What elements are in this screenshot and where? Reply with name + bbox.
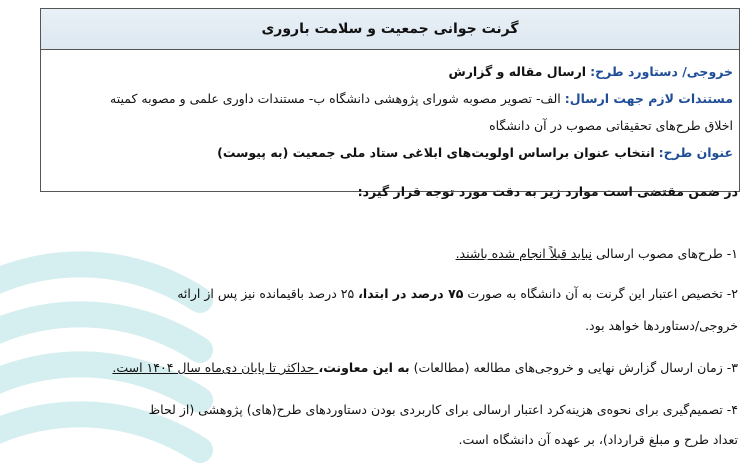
- title-value: انتخاب عنوان براساس اولویت‌های ابلاغی ستاد ملی جمعیت (به پیوست): [217, 145, 655, 160]
- output-row: [47, 58, 733, 85]
- note-3-bold: به این معاونت،: [318, 360, 410, 375]
- docs-value-line2: اخلاق طرح‌های تحقیقاتی مصوب در آن دانشگاه: [489, 118, 733, 133]
- note-item-4: ۴- تصمیم‌گیری برای نحوه‌ی هزینه‌کرد اعتبار ارسالی برای کاربردی بودن دستاوردهای طرح(های) پژوهشی (از لحاظ: [148, 402, 738, 417]
- note-item-3: [22, 360, 738, 375]
- note-2-text-a: ۲- تخصیص اعتبار این گرنت به آن دانشگاه به صورت: [463, 286, 738, 301]
- note-3-text: ۳- زمان ارسال گزارش نهایی و خروجی‌های مطالعه (مطالعات): [409, 360, 738, 375]
- note-item-1: [22, 246, 738, 261]
- note-item-2: [22, 286, 738, 301]
- grant-info-card: [40, 8, 740, 192]
- output-label: خروجی/ دستاورد طرح:: [590, 64, 733, 79]
- docs-value-line1: الف- تصویر مصوبه شورای پژوهشی دانشگاه ب- مستندات داوری علمی و مصوبه کمیته: [110, 91, 561, 106]
- title-label: عنوان طرح:: [658, 145, 733, 160]
- note-3-underlined: حداکثر تا پایان دی‌ماه سال ۱۴۰۴ است.: [112, 360, 319, 375]
- title-row: [47, 139, 733, 166]
- docs-row: [47, 85, 733, 112]
- docs-label: مستندات لازم جهت ارسال:: [564, 91, 733, 106]
- note-2-line2: خروجی/دستاوردها خواهد بود.: [585, 318, 738, 333]
- notes-heading: در ضمن مقتضی است موارد زیر به دقت مورد توجه قرار گیرد:: [357, 184, 738, 199]
- note-1-text: ۱- طرح‌های مصوب ارسالی: [591, 246, 738, 261]
- card-title: گرنت جوانی جمعیت و سلامت باروری: [41, 9, 739, 50]
- note-1-underlined: نباید قبلاً انجام شده باشند.: [455, 246, 592, 261]
- note-2-bold: ۷۵ درصد در ابتدا،: [358, 286, 464, 301]
- card-body: [41, 50, 739, 166]
- note-4-line2: تعداد طرح و مبلغ قرارداد)، بر عهده آن دانشگاه است.: [458, 432, 738, 447]
- note-2-text-c: ۲۵ درصد باقیمانده نیز پس از ارائه: [177, 286, 359, 301]
- output-value: ارسال مقاله و گزارش: [448, 64, 587, 79]
